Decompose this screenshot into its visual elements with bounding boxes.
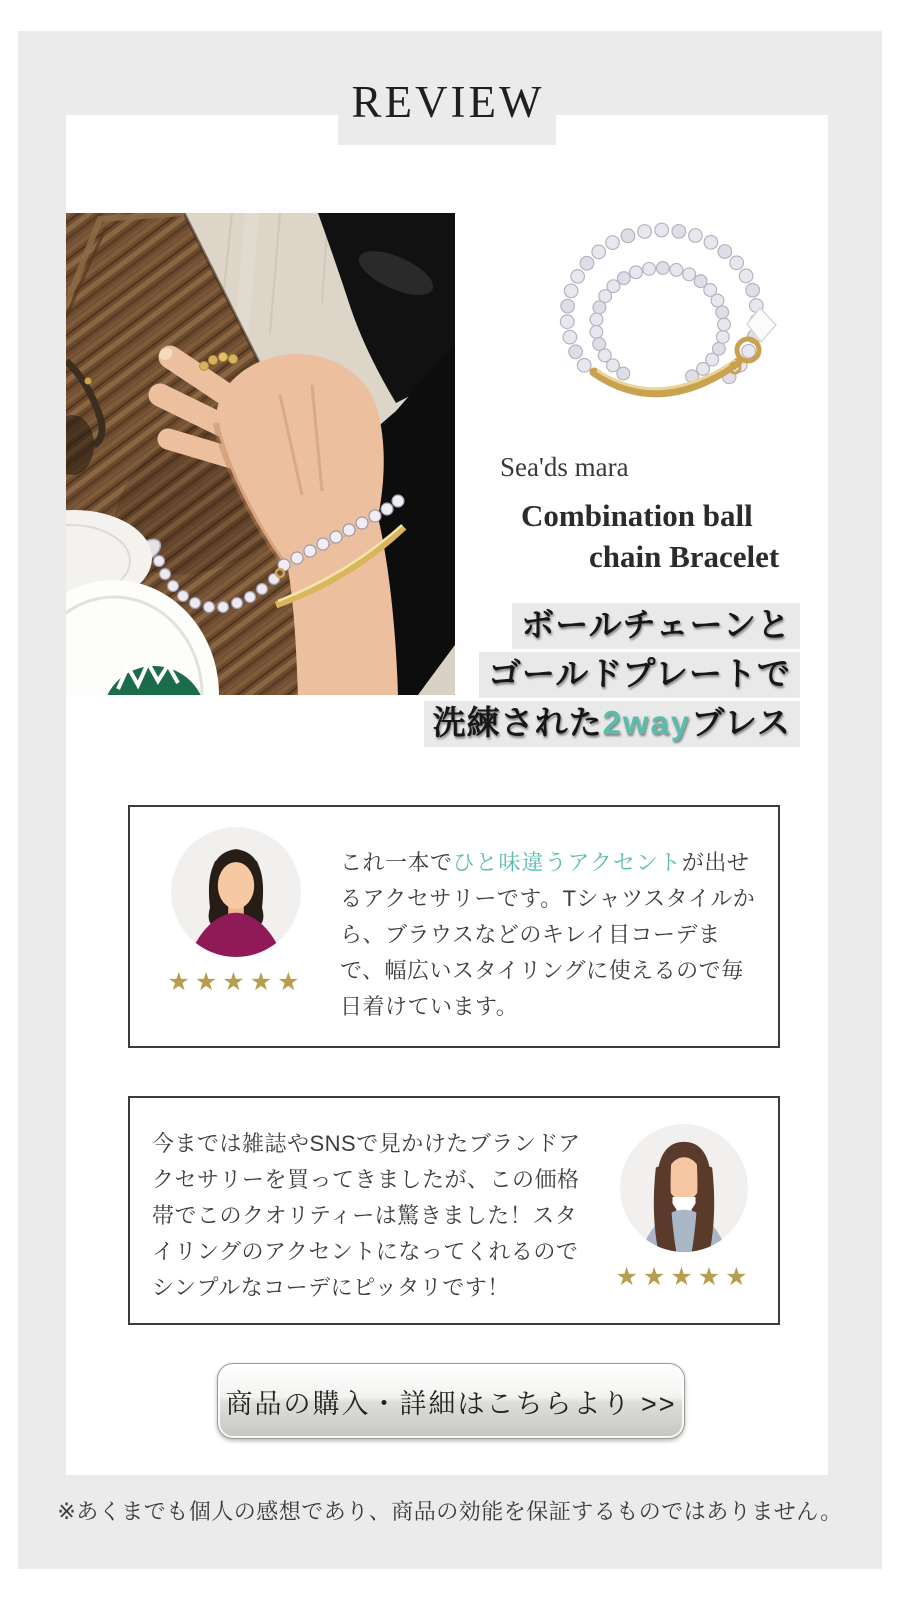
product-image [542,214,794,432]
review-card-1 [128,805,780,1048]
star-rating-2: ★★★★★ [615,1263,753,1291]
headline-line1: ボールチェーンと [512,603,800,649]
brand-name: Sea'ds mara [500,452,629,482]
ball-chain-outer-loop [560,223,763,383]
review1-accent: ひと味違うアクセント [452,850,682,875]
page-title: REVIEW [351,77,545,127]
star-rating-1: ★★★★★ [167,968,305,996]
product-name-line2: chain Bracelet [589,539,780,574]
headline-line2: ゴールドプレートで [479,652,800,698]
headline [385,603,800,750]
disclaimer-text: ※あくまでも個人の感想であり、商品の効能を保証するものではありません。 [57,1499,843,1524]
headline-line3: 洗練された2wayブレス [424,701,800,747]
headline-accent-2way: 2way [602,704,692,741]
reviewer2-avatar [620,1124,748,1252]
review-text-1: これ一本でひと味違うアクセントが出せるアクセサリーです。Tシャツスタイルから、ブラウスなどのキレイ目コーデまで、幅広いスタイリングに使えるので毎日着けています。 [340,850,756,1019]
purchase-details-button[interactable]: 商品の購入・詳細はこちらより >> [217,1363,685,1439]
review-text-2: 今までは雑誌やSNSで見かけたブランドアクセサリーを買ってきましたが、この価格帯でこのクオリティーは驚きました！スタイリングのアクセントになってくれるのでシンプルなコーデにピッタリです！ [152,1131,581,1300]
review-card-2 [128,1096,780,1325]
ball-chain-inner-loop [590,262,730,383]
product-name-line1: Combination ball [521,498,753,533]
reviewer1-avatar [171,827,301,957]
